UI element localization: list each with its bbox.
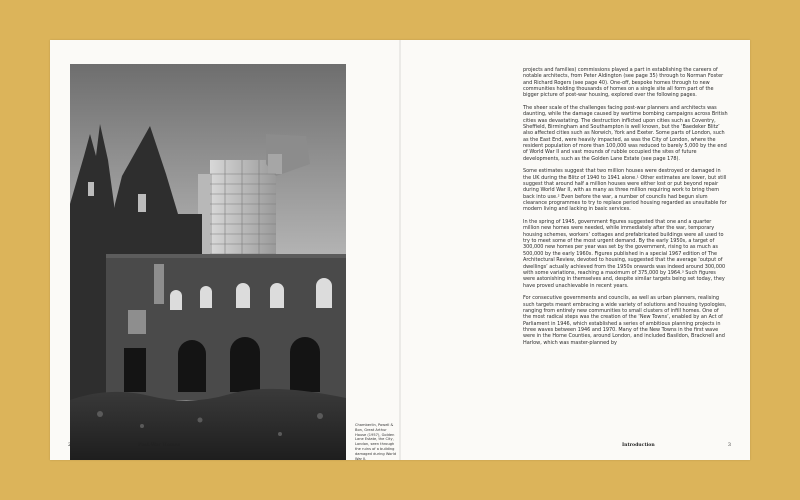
page-number-left: 2	[68, 443, 71, 448]
running-title-left: Post-War Homes	[138, 443, 181, 448]
building-photograph	[70, 64, 346, 460]
book-spread	[50, 40, 750, 460]
paragraph: projects and families) commissions played a part in establishing the careers of notable architects, from Peter Aldington (see page 35) through to Norman Foster and Richard Rogers (see page 40). One-off, bespoke homes through to new communities holding thousands of homes on a single site all form part of the bigger picture of post-war housing, explored over the following pages.	[523, 67, 724, 99]
photo-illustration	[70, 64, 346, 460]
page-number-right: 3	[728, 443, 731, 448]
right-page	[400, 40, 750, 460]
left-page	[50, 40, 400, 460]
paragraph: In the spring of 1945, government figures suggested that one and a quarter million new homes were needed, while immediately after the war, temporary housing schemes, workers’ cottages and prefabricated buildings were all used to try to meet some of the most urgent demand. By the early 1950s, a target of 300,000 new homes per year was set by the government, rising to as much as 500,000 by the early 1960s. Figures published in a special 1967 edition of The Architectural Review, devoted to housing, suggested that the average ‘output of dwellings’ actually achieved from the 1950s onwards was indeed around 300,000 with some variations, reaching a maximum of 375,000 by 1964.³ Such figures were astonishing in themselves and, despite similar targets being set today, they have proved unachievable in recent years.	[523, 219, 726, 289]
paragraph: Some estimates suggest that two million houses were destroyed or damaged in the UK during the Blitz of 1940 to 1941 alone.¹ Other estimates are lower, but still suggest that around half a million houses were either lost or put beyond repair during World War II, with as many as three million requiring work to bring them back into use.² Even before the war, a number of councils had begun slum clearance programmes to try to replace period housing regarded as unsuitable for modern living and lacking in basic services.	[523, 168, 727, 213]
photo-caption: Chamberlin, Powell & Bon, Great Arthur House (1957), Golden Lane Estate, the City, London, seen through the ruins of a building damaged during World War II.	[355, 423, 397, 461]
paragraph: For consecutive governments and councils, as well as urban planners, realising such targets meant embracing a wide variety of solutions and housing typologies, ranging from entirely new communities to small clusters of infill homes. One of the most radical steps was the creation of the ‘New Towns’, enabled by an Act of Parliament in 1946, which established a series of ambitious planning projects in three waves between 1946 and 1970. Many of the New Towns in the first wave were in the Home Counties, around London, and included Basildon, Bracknell and Harlow, which was master-planned by	[523, 295, 727, 346]
paragraph: The sheer scale of the challenges facing post-war planners and architects was daunting, while the damage caused by wartime bombing campaigns across British cities was devastating. The destruction inflicted upon cities such as Coventry, Sheffield, Birmingham and Southampton is well known, but the ‘Baedeker Blitz’ also affected cities such as Norwich, York and Exeter. Some parts of London, such as the East End, were heavily impacted, as was the City of London, where the resident population of more than 100,000 was reduced to barely 5,000 by the end of World War II and vast mounds of rubble occupied the sites of future developments, such as the Golden Lane Estate (see page 178).	[523, 105, 728, 162]
body-text	[523, 67, 728, 352]
running-title-right: Introduction	[622, 443, 655, 448]
